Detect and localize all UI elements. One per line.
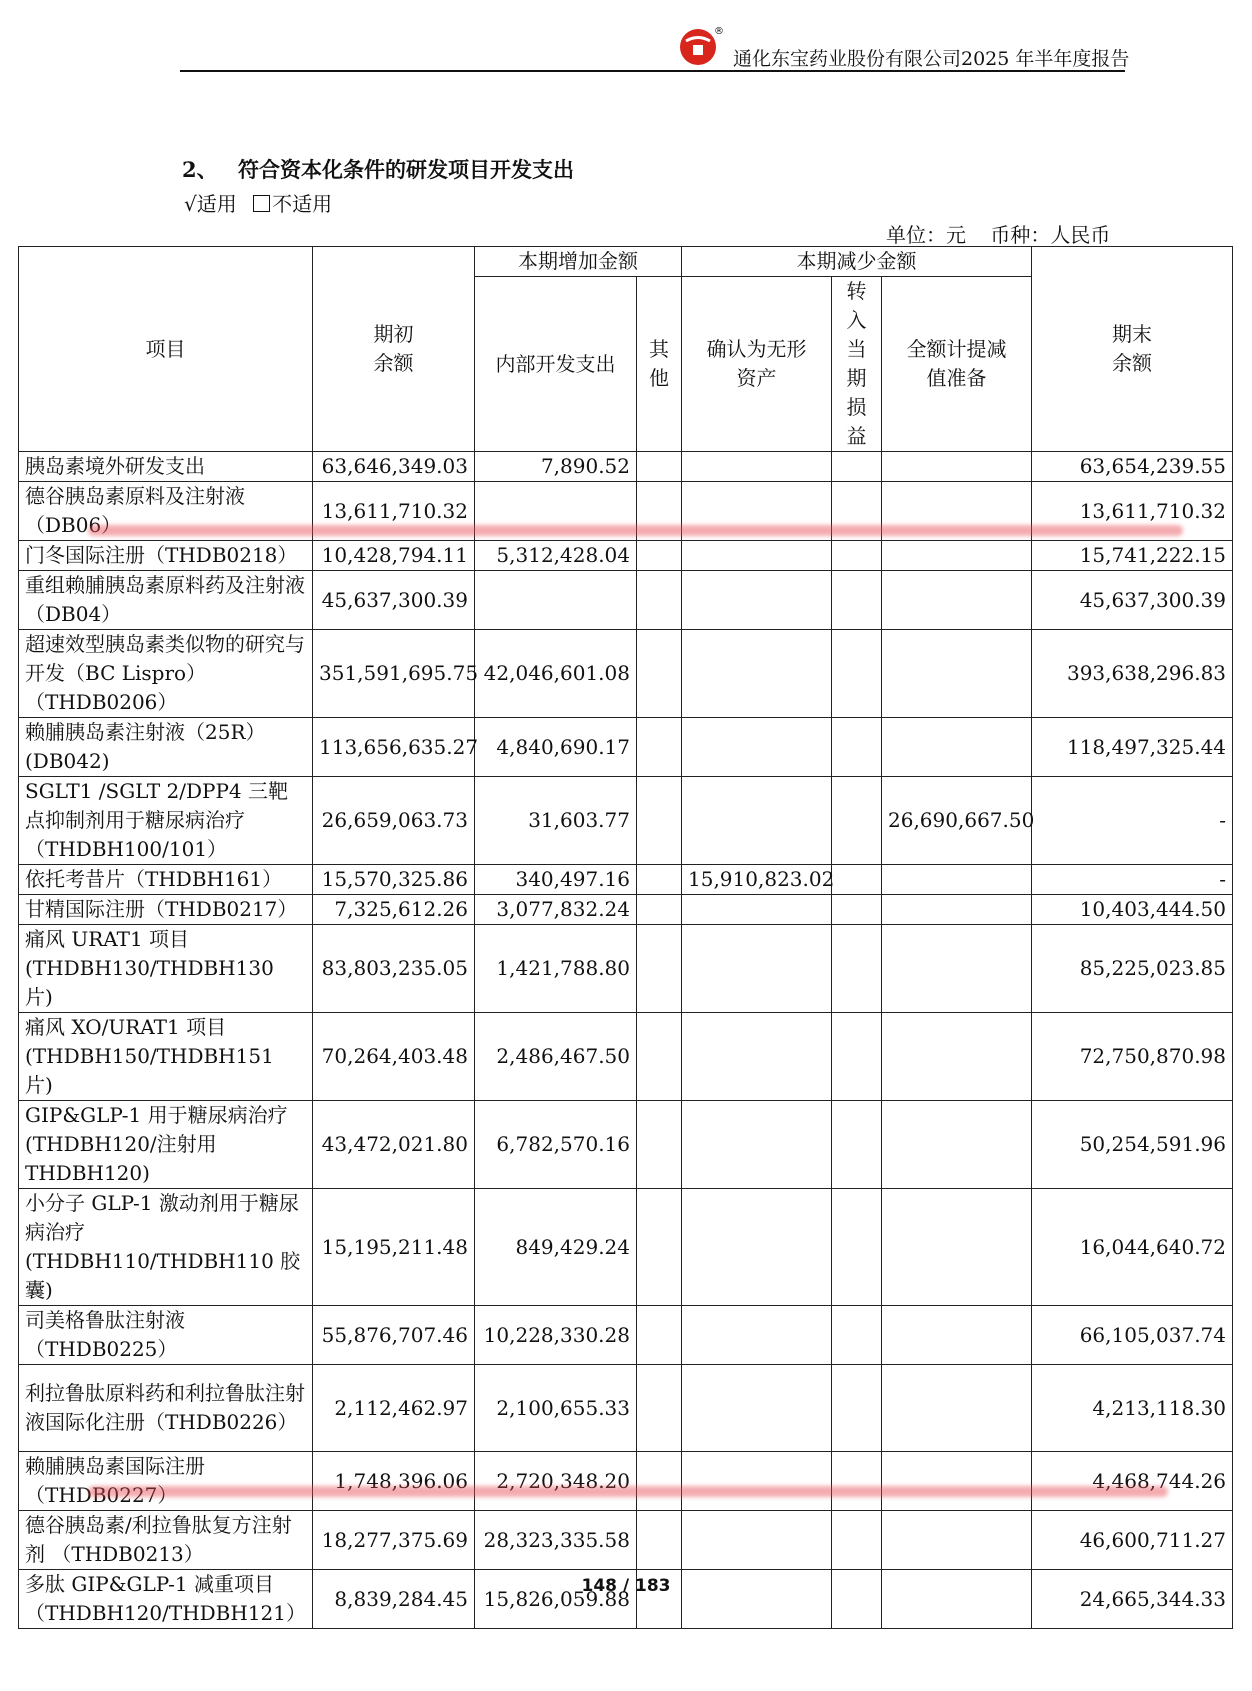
project-name: 小分子 GLP-1 激动剂用于糖尿病治疗 (THDBH110/THDBH110 胶囊) — [19, 1189, 313, 1306]
currency-label: 币种：人民币 — [990, 223, 1111, 247]
table-row — [19, 541, 1233, 571]
cell-other — [637, 865, 682, 895]
project-name: 依托考昔片（THDBH161） — [19, 865, 313, 895]
cell-closing: 118,497,325.44 — [1032, 718, 1233, 777]
cell-impairment — [882, 630, 1032, 718]
cell-pnl — [832, 895, 882, 925]
header-internal: 内部开发支出 — [475, 277, 637, 452]
project-name: 德谷胰岛素/利拉鲁肽复方注射剂 （THDB0213） — [19, 1511, 313, 1570]
highlight-mark — [88, 525, 1183, 536]
table-row — [19, 1365, 1233, 1452]
project-name: 重组赖脯胰岛素原料药及注射液（DB04） — [19, 571, 313, 630]
cell-impairment — [882, 895, 1032, 925]
cell-closing: 24,665,344.33 — [1032, 1570, 1233, 1629]
project-name: 赖脯胰岛素注射液（25R）(DB042) — [19, 718, 313, 777]
cell-closing: 66,105,037.74 — [1032, 1306, 1233, 1365]
cell-internal: 10,228,330.28 — [475, 1306, 637, 1365]
unit-label: 单位：元 — [886, 223, 966, 247]
cell-other — [637, 1101, 682, 1189]
table-row — [19, 1189, 1233, 1306]
cell-closing: 10,403,444.50 — [1032, 895, 1233, 925]
cell-internal: 42,046,601.08 — [475, 630, 637, 718]
cell-closing: 72,750,870.98 — [1032, 1013, 1233, 1101]
cell-impairment — [882, 1101, 1032, 1189]
table-row — [19, 1511, 1233, 1570]
project-name: 赖脯胰岛素国际注册（THDB0227） — [19, 1452, 313, 1511]
project-name: 痛风 URAT1 项目 (THDBH130/THDBH130 片) — [19, 925, 313, 1013]
cell-internal: 15,826,059.88 — [475, 1570, 637, 1629]
cell-closing: 4,468,744.26 — [1032, 1452, 1233, 1511]
cell-opening: 351,591,695.75 — [313, 630, 475, 718]
cell-intangible — [682, 541, 832, 571]
cell-pnl — [832, 1306, 882, 1365]
cell-opening: 15,570,325.86 — [313, 865, 475, 895]
cell-impairment: 26,690,667.50 — [882, 777, 1032, 865]
rd-expenditure-table — [18, 246, 1233, 1629]
project-name: 司美格鲁肽注射液（THDB0225） — [19, 1306, 313, 1365]
header-opening: 期初 余额 — [313, 247, 475, 452]
cell-pnl — [832, 1013, 882, 1101]
header-intangible: 确认为无形 资产 — [682, 277, 832, 452]
cell-intangible — [682, 777, 832, 865]
cell-impairment — [882, 571, 1032, 630]
cell-other — [637, 925, 682, 1013]
cell-pnl — [832, 925, 882, 1013]
cell-closing: 63,654,239.55 — [1032, 452, 1233, 482]
cell-closing: 16,044,640.72 — [1032, 1189, 1233, 1306]
cell-opening: 45,637,300.39 — [313, 571, 475, 630]
table-row — [19, 1306, 1233, 1365]
section-number: 2、 — [182, 157, 218, 182]
cell-opening: 10,428,794.11 — [313, 541, 475, 571]
cell-pnl — [832, 1101, 882, 1189]
cell-intangible — [682, 630, 832, 718]
cell-pnl — [832, 1452, 882, 1511]
cell-opening: 83,803,235.05 — [313, 925, 475, 1013]
table-row — [19, 1013, 1233, 1101]
cell-opening: 63,646,349.03 — [313, 452, 475, 482]
cell-impairment — [882, 718, 1032, 777]
not-applicable-label: 不适用 — [272, 192, 333, 216]
cell-intangible — [682, 1101, 832, 1189]
cell-closing: 45,637,300.39 — [1032, 571, 1233, 630]
company-logo — [678, 24, 724, 66]
header-increase: 本期增加金额 — [475, 247, 682, 277]
cell-closing: 393,638,296.83 — [1032, 630, 1233, 718]
cell-impairment — [882, 541, 1032, 571]
cell-pnl — [832, 630, 882, 718]
highlight-mark — [88, 1486, 1168, 1497]
project-name: 胰岛素境外研发支出 — [19, 452, 313, 482]
cell-pnl — [832, 777, 882, 865]
header-closing: 期末 余额 — [1032, 247, 1233, 452]
checkbox-icon — [253, 195, 270, 212]
cell-other — [637, 718, 682, 777]
applicability-line — [184, 188, 332, 217]
project-name: 痛风 XO/URAT1 项目 (THDBH150/THDBH151 片) — [19, 1013, 313, 1101]
cell-internal: 2,100,655.33 — [475, 1365, 637, 1452]
svg-text:®: ® — [714, 26, 724, 37]
cell-internal: 6,782,570.16 — [475, 1101, 637, 1189]
unit-line — [880, 219, 1110, 248]
cell-opening: 26,659,063.73 — [313, 777, 475, 865]
cell-intangible: 15,910,823.02 — [682, 865, 832, 895]
cell-intangible — [682, 895, 832, 925]
cell-impairment — [882, 1013, 1032, 1101]
project-name: GIP&GLP-1 用于糖尿病治疗 (THDBH120/注射用 THDBH120) — [19, 1101, 313, 1189]
cell-other — [637, 452, 682, 482]
cell-internal — [475, 571, 637, 630]
table-body — [19, 452, 1233, 1629]
header-item: 项目 — [19, 247, 313, 452]
cell-intangible — [682, 1365, 832, 1452]
cell-opening: 15,195,211.48 — [313, 1189, 475, 1306]
header-impairment: 全额计提减 值准备 — [882, 277, 1032, 452]
header-other: 其 他 — [637, 277, 682, 452]
cell-internal: 2,720,348.20 — [475, 1452, 637, 1511]
cell-intangible — [682, 1013, 832, 1101]
cell-closing: 13,611,710.32 — [1032, 482, 1233, 541]
cell-pnl — [832, 718, 882, 777]
cell-pnl — [832, 1189, 882, 1306]
cell-closing: 4,213,118.30 — [1032, 1365, 1233, 1452]
page-header — [180, 18, 1130, 72]
project-name: 超速效型胰岛素类似物的研究与开发（BC Lispro）（THDB0206） — [19, 630, 313, 718]
project-name: 门冬国际注册（THDB0218） — [19, 541, 313, 571]
cell-internal: 5,312,428.04 — [475, 541, 637, 571]
cell-opening: 7,325,612.26 — [313, 895, 475, 925]
cell-intangible — [682, 1452, 832, 1511]
section-heading — [182, 154, 574, 184]
cell-opening: 18,277,375.69 — [313, 1511, 475, 1570]
report-title: 通化东宝药业股份有限公司2025 年半年度报告 — [733, 48, 1130, 70]
cell-impairment — [882, 1452, 1032, 1511]
project-name: 多肽 GIP&GLP-1 减重项目（THDBH120/THDBH121） — [19, 1570, 313, 1629]
table-row — [19, 895, 1233, 925]
table-row — [19, 777, 1233, 865]
cell-opening: 70,264,403.48 — [313, 1013, 475, 1101]
cell-impairment — [882, 1189, 1032, 1306]
cell-other — [637, 1511, 682, 1570]
cell-closing: - — [1032, 865, 1233, 895]
cell-internal: 340,497.16 — [475, 865, 637, 895]
project-name: 利拉鲁肽原料药和利拉鲁肽注射液国际化注册（THDB0226） — [19, 1365, 313, 1452]
cell-closing: 15,741,222.15 — [1032, 541, 1233, 571]
header-to-pnl: 转 入 当 期 损 益 — [832, 277, 882, 452]
cell-other — [637, 777, 682, 865]
cell-intangible — [682, 1306, 832, 1365]
cell-other — [637, 1365, 682, 1452]
cell-intangible — [682, 925, 832, 1013]
cell-other — [637, 895, 682, 925]
page-number: 148 / 183 — [581, 1576, 671, 1596]
cell-intangible — [682, 571, 832, 630]
cell-opening: 1,748,396.06 — [313, 1452, 475, 1511]
table-row — [19, 571, 1233, 630]
cell-closing: 85,225,023.85 — [1032, 925, 1233, 1013]
cell-intangible — [682, 452, 832, 482]
cell-impairment — [882, 1365, 1032, 1452]
cell-intangible — [682, 1189, 832, 1306]
project-name: 德谷胰岛素原料及注射液（DB06） — [19, 482, 313, 541]
cell-closing: 50,254,591.96 — [1032, 1101, 1233, 1189]
cell-pnl — [832, 541, 882, 571]
section-title: 符合资本化条件的研发项目开发支出 — [238, 157, 574, 182]
cell-other — [637, 630, 682, 718]
cell-internal: 1,421,788.80 — [475, 925, 637, 1013]
cell-other — [637, 541, 682, 571]
applicable-checked: √适用 — [184, 192, 237, 216]
cell-internal: 2,486,467.50 — [475, 1013, 637, 1101]
table-row — [19, 630, 1233, 718]
cell-intangible — [682, 718, 832, 777]
cell-other — [637, 1452, 682, 1511]
table-row — [19, 925, 1233, 1013]
cell-impairment — [882, 452, 1032, 482]
cell-opening: 43,472,021.80 — [313, 1101, 475, 1189]
cell-impairment — [882, 1306, 1032, 1365]
cell-other — [637, 571, 682, 630]
cell-opening: 13,611,710.32 — [313, 482, 475, 541]
cell-pnl — [832, 865, 882, 895]
cell-other — [637, 1306, 682, 1365]
project-name: SGLT1 /SGLT 2/DPP4 三靶点抑制剂用于糖尿病治疗（THDBH100/101） — [19, 777, 313, 865]
cell-closing: - — [1032, 777, 1233, 865]
cell-internal: 28,323,335.58 — [475, 1511, 637, 1570]
cell-opening: 113,656,635.27 — [313, 718, 475, 777]
table-row — [19, 452, 1233, 482]
cell-impairment — [882, 865, 1032, 895]
cell-internal: 4,840,690.17 — [475, 718, 637, 777]
cell-other — [637, 1013, 682, 1101]
cell-impairment — [882, 1511, 1032, 1570]
cell-pnl — [832, 452, 882, 482]
table-row — [19, 1452, 1233, 1511]
cell-other — [637, 1189, 682, 1306]
cell-opening: 8,839,284.45 — [313, 1570, 475, 1629]
cell-internal: 849,429.24 — [475, 1189, 637, 1306]
cell-pnl — [832, 1511, 882, 1570]
cell-closing: 46,600,711.27 — [1032, 1511, 1233, 1570]
cell-impairment — [882, 925, 1032, 1013]
cell-internal: 31,603.77 — [475, 777, 637, 865]
header-decrease: 本期减少金额 — [682, 247, 1032, 277]
cell-pnl — [832, 571, 882, 630]
table-row — [19, 718, 1233, 777]
cell-internal: 7,890.52 — [475, 452, 637, 482]
cell-internal: 3,077,832.24 — [475, 895, 637, 925]
cell-pnl — [832, 1365, 882, 1452]
table-row — [19, 1101, 1233, 1189]
table-row — [19, 865, 1233, 895]
cell-opening: 2,112,462.97 — [313, 1365, 475, 1452]
cell-opening: 55,876,707.46 — [313, 1306, 475, 1365]
cell-intangible — [682, 1511, 832, 1570]
project-name: 甘精国际注册（THDB0217） — [19, 895, 313, 925]
